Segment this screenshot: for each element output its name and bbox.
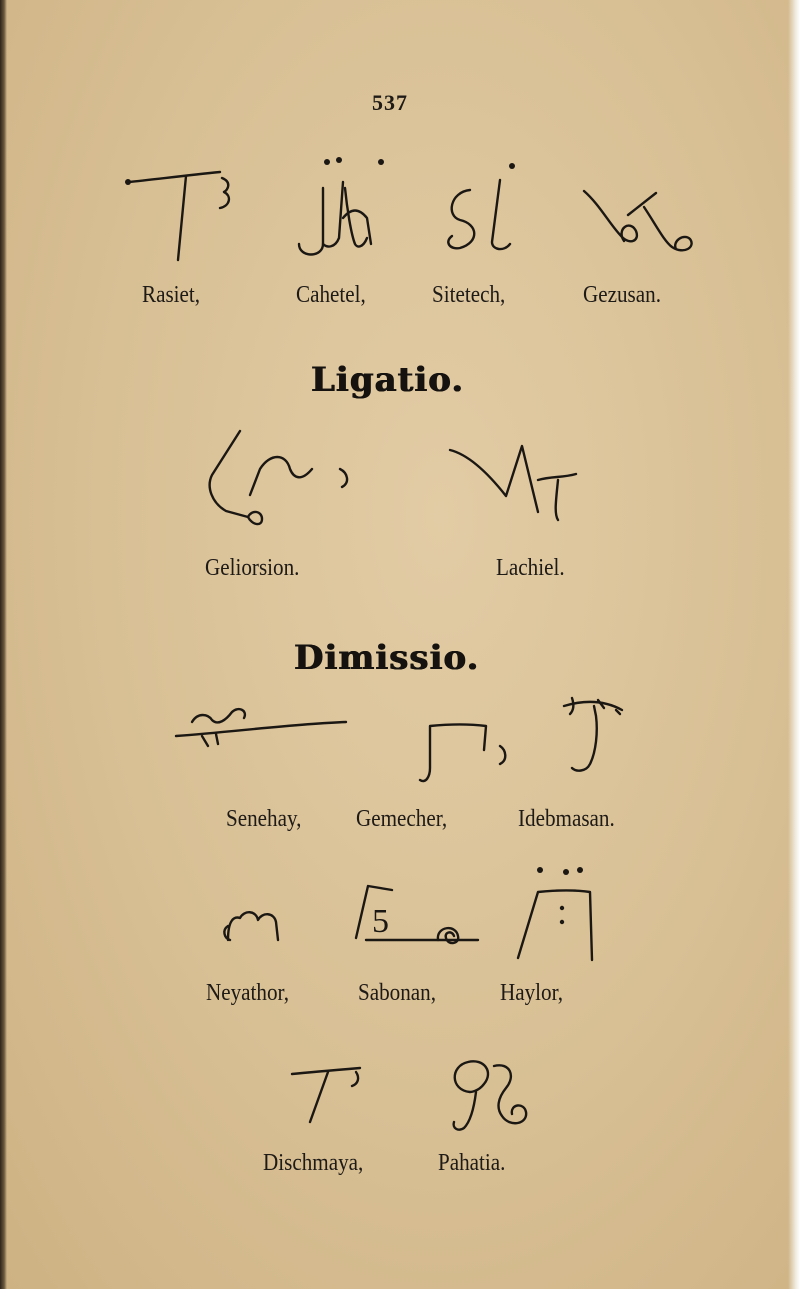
dischmaya-sigil xyxy=(288,1058,378,1128)
rasiet-label: Rasiet, xyxy=(142,282,201,308)
gezusan-sigil xyxy=(580,185,710,275)
sabonan-label: Sabonan, xyxy=(358,980,437,1006)
lachiel-label: Lachiel. xyxy=(496,555,565,581)
gemecher-sigil xyxy=(400,710,520,790)
senehay-sigil xyxy=(172,692,352,752)
senehay-label: Senehay, xyxy=(226,806,302,832)
gezusan-label: Gezusan. xyxy=(583,282,662,308)
cahetel-sigil xyxy=(283,148,423,258)
page-number: 537 xyxy=(372,90,408,115)
cahetel-label: Cahetel, xyxy=(296,282,366,308)
dischmaya-label: Dischmaya, xyxy=(263,1150,364,1176)
sabonan-sigil xyxy=(352,880,482,960)
neyathor-label: Neyathor, xyxy=(206,980,290,1006)
rasiet-sigil xyxy=(120,160,260,270)
sitetech-label: Sitetech, xyxy=(432,282,506,308)
idebmasan-sigil xyxy=(560,692,640,782)
haylor-label: Haylor, xyxy=(500,980,564,1006)
gemecher-label: Gemecher, xyxy=(356,806,448,832)
page-binding-shadow xyxy=(0,0,7,1289)
haylor-sigil xyxy=(510,862,610,962)
lachiel-sigil xyxy=(446,440,606,540)
neyathor-sigil xyxy=(222,900,302,950)
sabonan-glyph: 5 xyxy=(372,903,389,940)
geliorsion-sigil xyxy=(190,425,370,545)
pahatia-label: Pahatia. xyxy=(438,1150,506,1176)
sitetech-sigil xyxy=(430,150,550,260)
page-edge xyxy=(788,0,800,1289)
dimissio-heading: Dimissio. xyxy=(294,638,480,678)
ligatio-heading: Ligatio. xyxy=(311,360,465,400)
geliorsion-label: Geliorsion. xyxy=(205,555,300,581)
idebmasan-label: Idebmasan. xyxy=(518,806,615,832)
pahatia-sigil xyxy=(440,1052,540,1142)
